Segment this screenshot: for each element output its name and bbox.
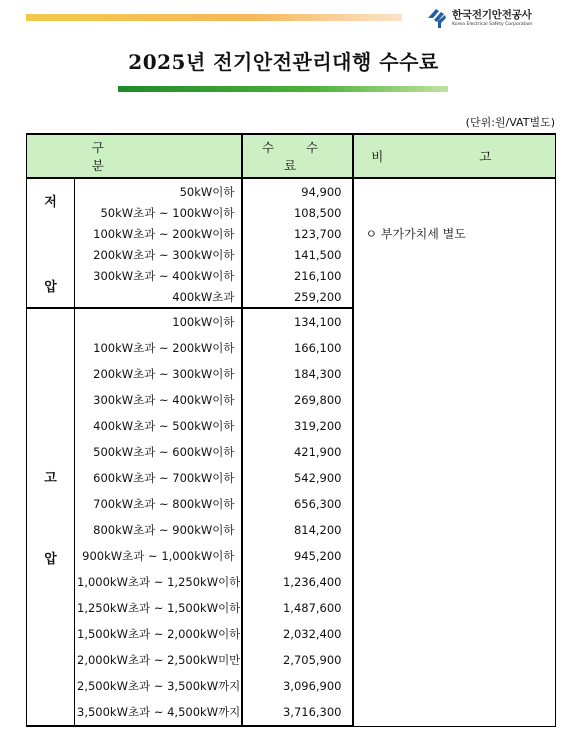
range-cell: 600kW초과 ~ 700kW이하: [75, 465, 242, 491]
kesco-logo-icon: [425, 6, 449, 30]
range-cell: 400kW초과 ~ 500kW이하: [75, 413, 242, 439]
range-cell: 200kW초과 ~ 300kW이하: [75, 244, 242, 265]
org-name: 한국전기안전공사: [452, 9, 532, 21]
range-cell: 50kW이하: [75, 178, 242, 202]
high-voltage-category: [27, 308, 75, 726]
page-title: 2025년 전기안전관리대행 수수료: [128, 50, 439, 74]
high-voltage-label-bottom: 압: [44, 552, 57, 567]
range-cell: 300kW초과 ~ 400kW이하: [75, 387, 242, 413]
range-cell: 50kW초과 ~ 100kW이하: [75, 202, 242, 223]
high-voltage-label-top: 고: [44, 471, 57, 486]
fee-cell: 2,705,900: [242, 647, 353, 673]
fee-cell: 123,700: [242, 223, 353, 244]
fee-cell: 3,716,300: [242, 699, 353, 726]
fee-cell: 259,200: [242, 286, 353, 308]
range-cell: 1,500kW초과 ~ 2,000kW이하: [75, 621, 242, 647]
fee-cell: 94,900: [242, 178, 353, 202]
fee-cell: 216,100: [242, 265, 353, 286]
low-voltage-label-bottom: 압: [44, 280, 57, 295]
fee-table: [26, 133, 556, 727]
note-header: 비 고: [353, 134, 556, 178]
title-underline: [118, 86, 448, 92]
table-row: [27, 178, 556, 202]
table-body: [27, 178, 556, 726]
note-cell: [353, 178, 556, 726]
fee-cell: 3,096,900: [242, 673, 353, 699]
org-name-en: Korea Electrical Safety Corporation: [452, 22, 533, 27]
fee-cell: 1,487,600: [242, 595, 353, 621]
vat-note: ㅇ 부가가치세 별도: [365, 227, 466, 241]
range-cell: 200kW초과 ~ 300kW이하: [75, 361, 242, 387]
fee-cell: 184,300: [242, 361, 353, 387]
fee-cell: 656,300: [242, 491, 353, 517]
table-header-row: [27, 134, 556, 178]
range-cell: 1,000kW초과 ~ 1,250kW이하: [75, 569, 242, 595]
range-cell: 500kW초과 ~ 600kW이하: [75, 439, 242, 465]
range-cell: 100kW초과 ~ 200kW이하: [75, 335, 242, 361]
range-cell: 100kW초과 ~ 200kW이하: [75, 223, 242, 244]
fee-cell: 108,500: [242, 202, 353, 223]
range-cell: 2,500kW초과 ~ 3,500kW까지: [75, 673, 242, 699]
fee-header: 수 수 료: [242, 134, 353, 178]
fee-cell: 319,200: [242, 413, 353, 439]
fee-cell: 269,800: [242, 387, 353, 413]
range-cell: 700kW초과 ~ 800kW이하: [75, 491, 242, 517]
company-logo: [425, 6, 555, 32]
range-cell: 400kW초과: [75, 286, 242, 308]
fee-cell: 542,900: [242, 465, 353, 491]
top-decorative-stripe: [26, 14, 402, 21]
low-voltage-category: [27, 178, 75, 308]
range-cell: 300kW초과 ~ 400kW이하: [75, 265, 242, 286]
range-cell: 900kW초과 ~ 1,000kW이하: [75, 543, 242, 569]
fee-cell: 2,032,400: [242, 621, 353, 647]
range-cell: 1,250kW초과 ~ 1,500kW이하: [75, 595, 242, 621]
range-cell: 100kW이하: [75, 308, 242, 335]
fee-cell: 134,100: [242, 308, 353, 335]
range-cell: 3,500kW초과 ~ 4,500kW까지: [75, 699, 242, 726]
range-cell: 2,000kW초과 ~ 2,500kW미만: [75, 647, 242, 673]
unit-label: (단위:원/VAT별도): [465, 116, 555, 129]
fee-cell: 1,236,400: [242, 569, 353, 595]
low-voltage-label-top: 저: [44, 195, 57, 210]
fee-cell: 945,200: [242, 543, 353, 569]
fee-cell: 814,200: [242, 517, 353, 543]
fee-cell: 141,500: [242, 244, 353, 265]
fee-cell: 421,900: [242, 439, 353, 465]
range-cell: 800kW초과 ~ 900kW이하: [75, 517, 242, 543]
category-header: 구 분: [27, 134, 242, 178]
fee-cell: 166,100: [242, 335, 353, 361]
